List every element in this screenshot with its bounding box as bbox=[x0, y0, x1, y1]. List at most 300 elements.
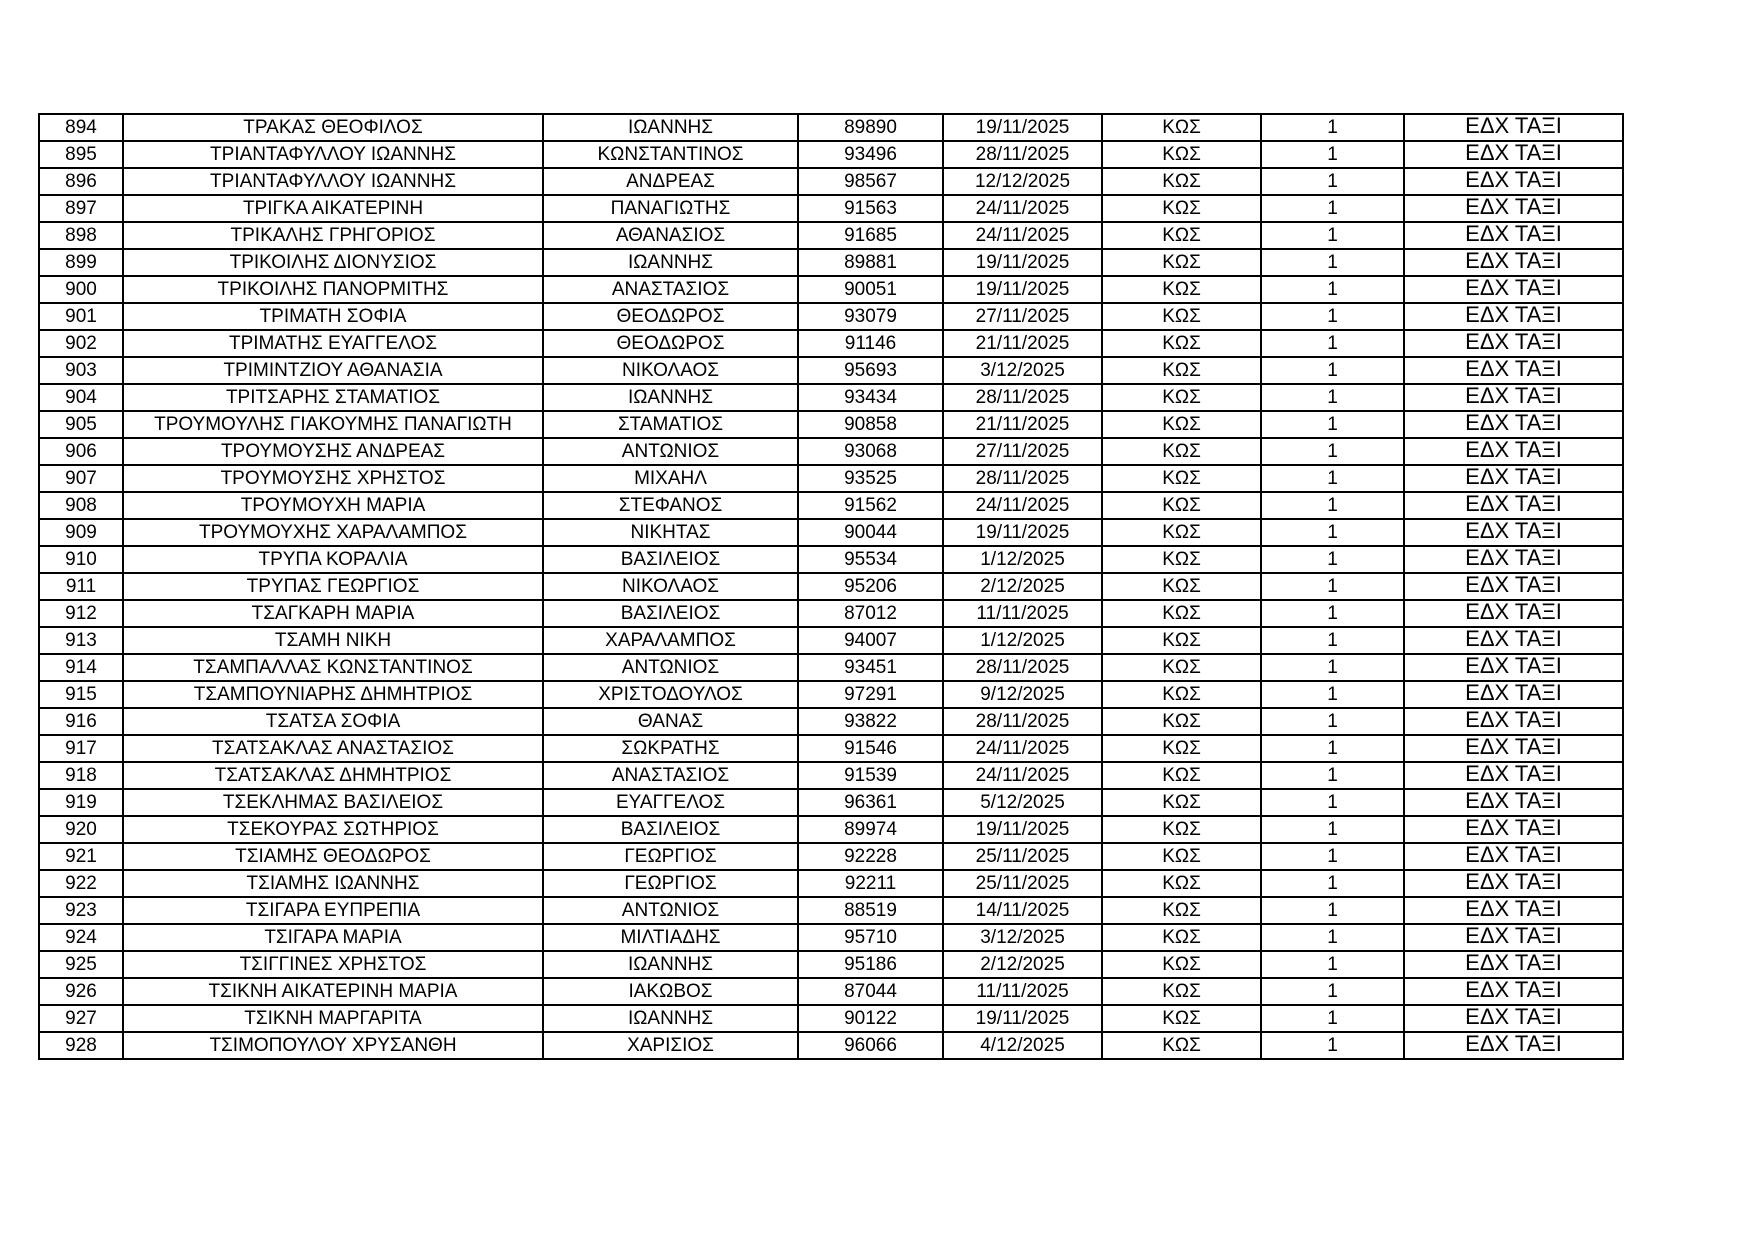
row-number-cell: 920 bbox=[39, 816, 123, 843]
unit-cell: ΕΔΧ ΤΑΞΙ bbox=[1404, 627, 1623, 654]
row-number-cell: 917 bbox=[39, 735, 123, 762]
quantity-cell: 1 bbox=[1261, 735, 1404, 762]
full-name-cell: ΤΡΙΜΑΤΗΣ ΕΥΑΓΓΕΛΟΣ bbox=[123, 330, 543, 357]
quantity-cell: 1 bbox=[1261, 762, 1404, 789]
place-cell: ΚΩΣ bbox=[1102, 627, 1261, 654]
date-cell: 25/11/2025 bbox=[943, 843, 1102, 870]
date-cell: 28/11/2025 bbox=[943, 708, 1102, 735]
place-cell: ΚΩΣ bbox=[1102, 978, 1261, 1005]
full-name-cell: ΤΡΙΑΝΤΑΦΥΛΛΟΥ ΙΩΑΝΝΗΣ bbox=[123, 168, 543, 195]
place-cell: ΚΩΣ bbox=[1102, 654, 1261, 681]
code-cell: 92228 bbox=[798, 843, 943, 870]
father-name-cell: ΝΙΚΟΛΑΟΣ bbox=[543, 357, 798, 384]
row-number-cell: 916 bbox=[39, 708, 123, 735]
date-cell: 21/11/2025 bbox=[943, 330, 1102, 357]
table-row bbox=[39, 978, 1623, 1005]
father-name-cell: ΧΡΙΣΤΟΔΟΥΛΟΣ bbox=[543, 681, 798, 708]
row-number-cell: 915 bbox=[39, 681, 123, 708]
table-row bbox=[39, 492, 1623, 519]
unit-cell: ΕΔΧ ΤΑΞΙ bbox=[1404, 168, 1623, 195]
father-name-cell: ΑΝΔΡΕΑΣ bbox=[543, 168, 798, 195]
quantity-cell: 1 bbox=[1261, 168, 1404, 195]
father-name-cell: ΜΙΧΑΗΛ bbox=[543, 465, 798, 492]
quantity-cell: 1 bbox=[1261, 330, 1404, 357]
unit-cell: ΕΔΧ ΤΑΞΙ bbox=[1404, 492, 1623, 519]
unit-cell: ΕΔΧ ΤΑΞΙ bbox=[1404, 708, 1623, 735]
code-cell: 90051 bbox=[798, 276, 943, 303]
date-cell: 1/12/2025 bbox=[943, 546, 1102, 573]
place-cell: ΚΩΣ bbox=[1102, 519, 1261, 546]
table-row bbox=[39, 519, 1623, 546]
unit-cell: ΕΔΧ ΤΑΞΙ bbox=[1404, 897, 1623, 924]
quantity-cell: 1 bbox=[1261, 978, 1404, 1005]
quantity-cell: 1 bbox=[1261, 195, 1404, 222]
quantity-cell: 1 bbox=[1261, 276, 1404, 303]
place-cell: ΚΩΣ bbox=[1102, 384, 1261, 411]
quantity-cell: 1 bbox=[1261, 897, 1404, 924]
unit-cell: ΕΔΧ ΤΑΞΙ bbox=[1404, 1032, 1623, 1059]
code-cell: 91146 bbox=[798, 330, 943, 357]
full-name-cell: ΤΣΙΚΝΗ ΜΑΡΓΑΡΙΤΑ bbox=[123, 1005, 543, 1032]
code-cell: 98567 bbox=[798, 168, 943, 195]
date-cell: 21/11/2025 bbox=[943, 411, 1102, 438]
date-cell: 19/11/2025 bbox=[943, 276, 1102, 303]
quantity-cell: 1 bbox=[1261, 789, 1404, 816]
row-number-cell: 904 bbox=[39, 384, 123, 411]
code-cell: 95534 bbox=[798, 546, 943, 573]
table-row bbox=[39, 924, 1623, 951]
full-name-cell: ΤΡΑΚΑΣ ΘΕΟΦΙΛΟΣ bbox=[123, 114, 543, 141]
quantity-cell: 1 bbox=[1261, 627, 1404, 654]
quantity-cell: 1 bbox=[1261, 1032, 1404, 1059]
unit-cell: ΕΔΧ ΤΑΞΙ bbox=[1404, 924, 1623, 951]
place-cell: ΚΩΣ bbox=[1102, 168, 1261, 195]
unit-cell: ΕΔΧ ΤΑΞΙ bbox=[1404, 222, 1623, 249]
quantity-cell: 1 bbox=[1261, 384, 1404, 411]
table-row bbox=[39, 843, 1623, 870]
row-number-cell: 897 bbox=[39, 195, 123, 222]
father-name-cell: ΒΑΣΙΛΕΙΟΣ bbox=[543, 600, 798, 627]
row-number-cell: 895 bbox=[39, 141, 123, 168]
place-cell: ΚΩΣ bbox=[1102, 492, 1261, 519]
row-number-cell: 905 bbox=[39, 411, 123, 438]
father-name-cell: ΙΩΑΝΝΗΣ bbox=[543, 249, 798, 276]
unit-cell: ΕΔΧ ΤΑΞΙ bbox=[1404, 141, 1623, 168]
full-name-cell: ΤΣΙΑΜΗΣ ΘΕΟΔΩΡΟΣ bbox=[123, 843, 543, 870]
code-cell: 91562 bbox=[798, 492, 943, 519]
unit-cell: ΕΔΧ ΤΑΞΙ bbox=[1404, 573, 1623, 600]
table-row bbox=[39, 546, 1623, 573]
full-name-cell: ΤΣΑΜΠΑΛΛΑΣ ΚΩΝΣΤΑΝΤΙΝΟΣ bbox=[123, 654, 543, 681]
full-name-cell: ΤΡΟΥΜΟΥΧΗ ΜΑΡΙΑ bbox=[123, 492, 543, 519]
row-number-cell: 909 bbox=[39, 519, 123, 546]
row-number-cell: 901 bbox=[39, 303, 123, 330]
row-number-cell: 926 bbox=[39, 978, 123, 1005]
unit-cell: ΕΔΧ ΤΑΞΙ bbox=[1404, 654, 1623, 681]
date-cell: 28/11/2025 bbox=[943, 465, 1102, 492]
quantity-cell: 1 bbox=[1261, 222, 1404, 249]
table-row bbox=[39, 762, 1623, 789]
unit-cell: ΕΔΧ ΤΑΞΙ bbox=[1404, 330, 1623, 357]
row-number-cell: 928 bbox=[39, 1032, 123, 1059]
code-cell: 88519 bbox=[798, 897, 943, 924]
quantity-cell: 1 bbox=[1261, 924, 1404, 951]
full-name-cell: ΤΣΙΑΜΗΣ ΙΩΑΝΝΗΣ bbox=[123, 870, 543, 897]
full-name-cell: ΤΣΙΚΝΗ ΑΙΚΑΤΕΡΙΝΗ ΜΑΡΙΑ bbox=[123, 978, 543, 1005]
place-cell: ΚΩΣ bbox=[1102, 789, 1261, 816]
father-name-cell: ΘΑΝΑΣ bbox=[543, 708, 798, 735]
unit-cell: ΕΔΧ ΤΑΞΙ bbox=[1404, 384, 1623, 411]
date-cell: 3/12/2025 bbox=[943, 357, 1102, 384]
row-number-cell: 913 bbox=[39, 627, 123, 654]
place-cell: ΚΩΣ bbox=[1102, 816, 1261, 843]
date-cell: 11/11/2025 bbox=[943, 978, 1102, 1005]
full-name-cell: ΤΡΙΜΙΝΤΖΙΟΥ ΑΘΑΝΑΣΙΑ bbox=[123, 357, 543, 384]
date-cell: 28/11/2025 bbox=[943, 384, 1102, 411]
code-cell: 91546 bbox=[798, 735, 943, 762]
date-cell: 24/11/2025 bbox=[943, 735, 1102, 762]
place-cell: ΚΩΣ bbox=[1102, 897, 1261, 924]
place-cell: ΚΩΣ bbox=[1102, 1005, 1261, 1032]
code-cell: 87012 bbox=[798, 600, 943, 627]
table-row bbox=[39, 951, 1623, 978]
table-row bbox=[39, 708, 1623, 735]
full-name-cell: ΤΣΑΤΣΑΚΛΑΣ ΑΝΑΣΤΑΣΙΟΣ bbox=[123, 735, 543, 762]
row-number-cell: 925 bbox=[39, 951, 123, 978]
row-number-cell: 910 bbox=[39, 546, 123, 573]
table-row bbox=[39, 681, 1623, 708]
place-cell: ΚΩΣ bbox=[1102, 951, 1261, 978]
place-cell: ΚΩΣ bbox=[1102, 357, 1261, 384]
full-name-cell: ΤΡΟΥΜΟΥΛΗΣ ΓΙΑΚΟΥΜΗΣ ΠΑΝΑΓΙΩΤΗ bbox=[123, 411, 543, 438]
unit-cell: ΕΔΧ ΤΑΞΙ bbox=[1404, 735, 1623, 762]
father-name-cell: ΘΕΟΔΩΡΟΣ bbox=[543, 330, 798, 357]
code-cell: 94007 bbox=[798, 627, 943, 654]
table-row bbox=[39, 735, 1623, 762]
place-cell: ΚΩΣ bbox=[1102, 924, 1261, 951]
father-name-cell: ΣΤΑΜΑΤΙΟΣ bbox=[543, 411, 798, 438]
table-row bbox=[39, 114, 1623, 141]
father-name-cell: ΙΩΑΝΝΗΣ bbox=[543, 114, 798, 141]
row-number-cell: 902 bbox=[39, 330, 123, 357]
unit-cell: ΕΔΧ ΤΑΞΙ bbox=[1404, 195, 1623, 222]
unit-cell: ΕΔΧ ΤΑΞΙ bbox=[1404, 276, 1623, 303]
father-name-cell: ΣΤΕΦΑΝΟΣ bbox=[543, 492, 798, 519]
quantity-cell: 1 bbox=[1261, 114, 1404, 141]
father-name-cell: ΑΝΤΩΝΙΟΣ bbox=[543, 438, 798, 465]
code-cell: 95186 bbox=[798, 951, 943, 978]
unit-cell: ΕΔΧ ΤΑΞΙ bbox=[1404, 978, 1623, 1005]
full-name-cell: ΤΣΙΜΟΠΟΥΛΟΥ ΧΡΥΣΑΝΘΗ bbox=[123, 1032, 543, 1059]
code-cell: 89890 bbox=[798, 114, 943, 141]
table-row bbox=[39, 249, 1623, 276]
table-row bbox=[39, 600, 1623, 627]
full-name-cell: ΤΡΟΥΜΟΥΣΗΣ ΧΡΗΣΤΟΣ bbox=[123, 465, 543, 492]
date-cell: 2/12/2025 bbox=[943, 573, 1102, 600]
unit-cell: ΕΔΧ ΤΑΞΙ bbox=[1404, 357, 1623, 384]
place-cell: ΚΩΣ bbox=[1102, 195, 1261, 222]
code-cell: 91563 bbox=[798, 195, 943, 222]
quantity-cell: 1 bbox=[1261, 843, 1404, 870]
place-cell: ΚΩΣ bbox=[1102, 546, 1261, 573]
code-cell: 95206 bbox=[798, 573, 943, 600]
row-number-cell: 911 bbox=[39, 573, 123, 600]
full-name-cell: ΤΡΟΥΜΟΥΧΗΣ ΧΑΡΑΛΑΜΠΟΣ bbox=[123, 519, 543, 546]
father-name-cell: ΓΕΩΡΓΙΟΣ bbox=[543, 870, 798, 897]
father-name-cell: ΒΑΣΙΛΕΙΟΣ bbox=[543, 816, 798, 843]
full-name-cell: ΤΣΙΓΑΡΑ ΕΥΠΡΕΠΙΑ bbox=[123, 897, 543, 924]
quantity-cell: 1 bbox=[1261, 465, 1404, 492]
document-page bbox=[38, 113, 1622, 1060]
father-name-cell: ΘΕΟΔΩΡΟΣ bbox=[543, 303, 798, 330]
place-cell: ΚΩΣ bbox=[1102, 870, 1261, 897]
unit-cell: ΕΔΧ ΤΑΞΙ bbox=[1404, 1005, 1623, 1032]
place-cell: ΚΩΣ bbox=[1102, 708, 1261, 735]
quantity-cell: 1 bbox=[1261, 600, 1404, 627]
code-cell: 93068 bbox=[798, 438, 943, 465]
quantity-cell: 1 bbox=[1261, 1005, 1404, 1032]
table-row bbox=[39, 141, 1623, 168]
row-number-cell: 919 bbox=[39, 789, 123, 816]
date-cell: 4/12/2025 bbox=[943, 1032, 1102, 1059]
date-cell: 3/12/2025 bbox=[943, 924, 1102, 951]
quantity-cell: 1 bbox=[1261, 249, 1404, 276]
date-cell: 14/11/2025 bbox=[943, 897, 1102, 924]
full-name-cell: ΤΣΙΓΓΙΝΕΣ ΧΡΗΣΤΟΣ bbox=[123, 951, 543, 978]
quantity-cell: 1 bbox=[1261, 141, 1404, 168]
full-name-cell: ΤΡΙΚΟΙΛΗΣ ΠΑΝΟΡΜΙΤΗΣ bbox=[123, 276, 543, 303]
father-name-cell: ΑΝΑΣΤΑΣΙΟΣ bbox=[543, 762, 798, 789]
place-cell: ΚΩΣ bbox=[1102, 330, 1261, 357]
code-cell: 91539 bbox=[798, 762, 943, 789]
table-row bbox=[39, 627, 1623, 654]
code-cell: 93525 bbox=[798, 465, 943, 492]
quantity-cell: 1 bbox=[1261, 357, 1404, 384]
row-number-cell: 896 bbox=[39, 168, 123, 195]
place-cell: ΚΩΣ bbox=[1102, 411, 1261, 438]
date-cell: 19/11/2025 bbox=[943, 114, 1102, 141]
unit-cell: ΕΔΧ ΤΑΞΙ bbox=[1404, 438, 1623, 465]
full-name-cell: ΤΡΙΜΑΤΗ ΣΟΦΙΑ bbox=[123, 303, 543, 330]
unit-cell: ΕΔΧ ΤΑΞΙ bbox=[1404, 843, 1623, 870]
father-name-cell: ΝΙΚΗΤΑΣ bbox=[543, 519, 798, 546]
code-cell: 90858 bbox=[798, 411, 943, 438]
father-name-cell: ΚΩΝΣΤΑΝΤΙΝΟΣ bbox=[543, 141, 798, 168]
father-name-cell: ΙΩΑΝΝΗΣ bbox=[543, 951, 798, 978]
father-name-cell: ΜΙΛΤΙΑΔΗΣ bbox=[543, 924, 798, 951]
full-name-cell: ΤΡΙΚΑΛΗΣ ΓΡΗΓΟΡΙΟΣ bbox=[123, 222, 543, 249]
full-name-cell: ΤΣΑΤΣΑ ΣΟΦΙΑ bbox=[123, 708, 543, 735]
quantity-cell: 1 bbox=[1261, 951, 1404, 978]
full-name-cell: ΤΣΑΜΠΟΥΝΙΑΡΗΣ ΔΗΜΗΤΡΙΟΣ bbox=[123, 681, 543, 708]
father-name-cell: ΙΩΑΝΝΗΣ bbox=[543, 1005, 798, 1032]
code-cell: 93822 bbox=[798, 708, 943, 735]
table-row bbox=[39, 438, 1623, 465]
quantity-cell: 1 bbox=[1261, 519, 1404, 546]
full-name-cell: ΤΡΥΠΑΣ ΓΕΩΡΓΙΟΣ bbox=[123, 573, 543, 600]
full-name-cell: ΤΡΙΑΝΤΑΦΥΛΛΟΥ ΙΩΑΝΝΗΣ bbox=[123, 141, 543, 168]
code-cell: 87044 bbox=[798, 978, 943, 1005]
place-cell: ΚΩΣ bbox=[1102, 303, 1261, 330]
quantity-cell: 1 bbox=[1261, 654, 1404, 681]
table-row bbox=[39, 789, 1623, 816]
roster-body bbox=[39, 114, 1623, 1059]
place-cell: ΚΩΣ bbox=[1102, 465, 1261, 492]
unit-cell: ΕΔΧ ΤΑΞΙ bbox=[1404, 951, 1623, 978]
code-cell: 95693 bbox=[798, 357, 943, 384]
date-cell: 28/11/2025 bbox=[943, 141, 1102, 168]
code-cell: 96066 bbox=[798, 1032, 943, 1059]
father-name-cell: ΑΝΤΩΝΙΟΣ bbox=[543, 897, 798, 924]
code-cell: 89881 bbox=[798, 249, 943, 276]
date-cell: 24/11/2025 bbox=[943, 222, 1102, 249]
full-name-cell: ΤΣΑΓΚΑΡΗ ΜΑΡΙΑ bbox=[123, 600, 543, 627]
unit-cell: ΕΔΧ ΤΑΞΙ bbox=[1404, 762, 1623, 789]
date-cell: 1/12/2025 bbox=[943, 627, 1102, 654]
quantity-cell: 1 bbox=[1261, 546, 1404, 573]
father-name-cell: ΕΥΑΓΓΕΛΟΣ bbox=[543, 789, 798, 816]
code-cell: 93434 bbox=[798, 384, 943, 411]
code-cell: 93496 bbox=[798, 141, 943, 168]
row-number-cell: 894 bbox=[39, 114, 123, 141]
full-name-cell: ΤΡΟΥΜΟΥΣΗΣ ΑΝΔΡΕΑΣ bbox=[123, 438, 543, 465]
father-name-cell: ΝΙΚΟΛΑΟΣ bbox=[543, 573, 798, 600]
table-row bbox=[39, 573, 1623, 600]
table-row bbox=[39, 897, 1623, 924]
table-row bbox=[39, 330, 1623, 357]
quantity-cell: 1 bbox=[1261, 816, 1404, 843]
father-name-cell: ΒΑΣΙΛΕΙΟΣ bbox=[543, 546, 798, 573]
place-cell: ΚΩΣ bbox=[1102, 681, 1261, 708]
unit-cell: ΕΔΧ ΤΑΞΙ bbox=[1404, 546, 1623, 573]
quantity-cell: 1 bbox=[1261, 708, 1404, 735]
table-row bbox=[39, 870, 1623, 897]
quantity-cell: 1 bbox=[1261, 492, 1404, 519]
quantity-cell: 1 bbox=[1261, 411, 1404, 438]
date-cell: 11/11/2025 bbox=[943, 600, 1102, 627]
unit-cell: ΕΔΧ ΤΑΞΙ bbox=[1404, 249, 1623, 276]
row-number-cell: 914 bbox=[39, 654, 123, 681]
father-name-cell: ΑΘΑΝΑΣΙΟΣ bbox=[543, 222, 798, 249]
unit-cell: ΕΔΧ ΤΑΞΙ bbox=[1404, 789, 1623, 816]
place-cell: ΚΩΣ bbox=[1102, 276, 1261, 303]
row-number-cell: 908 bbox=[39, 492, 123, 519]
unit-cell: ΕΔΧ ΤΑΞΙ bbox=[1404, 465, 1623, 492]
father-name-cell: ΧΑΡΙΣΙΟΣ bbox=[543, 1032, 798, 1059]
date-cell: 12/12/2025 bbox=[943, 168, 1102, 195]
table-row bbox=[39, 276, 1623, 303]
row-number-cell: 927 bbox=[39, 1005, 123, 1032]
row-number-cell: 907 bbox=[39, 465, 123, 492]
full-name-cell: ΤΣΑΜΗ ΝΙΚΗ bbox=[123, 627, 543, 654]
date-cell: 24/11/2025 bbox=[943, 762, 1102, 789]
place-cell: ΚΩΣ bbox=[1102, 573, 1261, 600]
date-cell: 24/11/2025 bbox=[943, 492, 1102, 519]
date-cell: 9/12/2025 bbox=[943, 681, 1102, 708]
father-name-cell: ΣΩΚΡΑΤΗΣ bbox=[543, 735, 798, 762]
full-name-cell: ΤΡΙΤΣΑΡΗΣ ΣΤΑΜΑΤΙΟΣ bbox=[123, 384, 543, 411]
table-row bbox=[39, 1032, 1623, 1059]
date-cell: 25/11/2025 bbox=[943, 870, 1102, 897]
date-cell: 2/12/2025 bbox=[943, 951, 1102, 978]
table-row bbox=[39, 816, 1623, 843]
full-name-cell: ΤΣΙΓΑΡΑ ΜΑΡΙΑ bbox=[123, 924, 543, 951]
roster-table bbox=[38, 113, 1624, 1060]
table-row bbox=[39, 384, 1623, 411]
date-cell: 5/12/2025 bbox=[943, 789, 1102, 816]
unit-cell: ΕΔΧ ΤΑΞΙ bbox=[1404, 681, 1623, 708]
code-cell: 96361 bbox=[798, 789, 943, 816]
row-number-cell: 924 bbox=[39, 924, 123, 951]
date-cell: 24/11/2025 bbox=[943, 195, 1102, 222]
place-cell: ΚΩΣ bbox=[1102, 141, 1261, 168]
table-row bbox=[39, 1005, 1623, 1032]
place-cell: ΚΩΣ bbox=[1102, 222, 1261, 249]
code-cell: 91685 bbox=[798, 222, 943, 249]
code-cell: 90044 bbox=[798, 519, 943, 546]
quantity-cell: 1 bbox=[1261, 303, 1404, 330]
unit-cell: ΕΔΧ ΤΑΞΙ bbox=[1404, 519, 1623, 546]
father-name-cell: ΑΝΤΩΝΙΟΣ bbox=[543, 654, 798, 681]
unit-cell: ΕΔΧ ΤΑΞΙ bbox=[1404, 870, 1623, 897]
place-cell: ΚΩΣ bbox=[1102, 600, 1261, 627]
code-cell: 95710 bbox=[798, 924, 943, 951]
quantity-cell: 1 bbox=[1261, 870, 1404, 897]
quantity-cell: 1 bbox=[1261, 438, 1404, 465]
father-name-cell: ΙΩΑΝΝΗΣ bbox=[543, 384, 798, 411]
place-cell: ΚΩΣ bbox=[1102, 249, 1261, 276]
unit-cell: ΕΔΧ ΤΑΞΙ bbox=[1404, 600, 1623, 627]
full-name-cell: ΤΡΙΓΚΑ ΑΙΚΑΤΕΡΙΝΗ bbox=[123, 195, 543, 222]
row-number-cell: 900 bbox=[39, 276, 123, 303]
table-row bbox=[39, 465, 1623, 492]
table-row bbox=[39, 195, 1623, 222]
table-row bbox=[39, 411, 1623, 438]
unit-cell: ΕΔΧ ΤΑΞΙ bbox=[1404, 411, 1623, 438]
quantity-cell: 1 bbox=[1261, 681, 1404, 708]
table-row bbox=[39, 303, 1623, 330]
full-name-cell: ΤΡΙΚΟΙΛΗΣ ΔΙΟΝΥΣΙΟΣ bbox=[123, 249, 543, 276]
quantity-cell: 1 bbox=[1261, 573, 1404, 600]
father-name-cell: ΓΕΩΡΓΙΟΣ bbox=[543, 843, 798, 870]
row-number-cell: 899 bbox=[39, 249, 123, 276]
row-number-cell: 906 bbox=[39, 438, 123, 465]
father-name-cell: ΑΝΑΣΤΑΣΙΟΣ bbox=[543, 276, 798, 303]
row-number-cell: 923 bbox=[39, 897, 123, 924]
place-cell: ΚΩΣ bbox=[1102, 438, 1261, 465]
father-name-cell: ΠΑΝΑΓΙΩΤΗΣ bbox=[543, 195, 798, 222]
date-cell: 27/11/2025 bbox=[943, 303, 1102, 330]
father-name-cell: ΧΑΡΑΛΑΜΠΟΣ bbox=[543, 627, 798, 654]
date-cell: 19/11/2025 bbox=[943, 519, 1102, 546]
date-cell: 19/11/2025 bbox=[943, 249, 1102, 276]
date-cell: 19/11/2025 bbox=[943, 816, 1102, 843]
place-cell: ΚΩΣ bbox=[1102, 735, 1261, 762]
table-row bbox=[39, 654, 1623, 681]
table-row bbox=[39, 168, 1623, 195]
code-cell: 92211 bbox=[798, 870, 943, 897]
row-number-cell: 912 bbox=[39, 600, 123, 627]
place-cell: ΚΩΣ bbox=[1102, 843, 1261, 870]
date-cell: 19/11/2025 bbox=[943, 1005, 1102, 1032]
unit-cell: ΕΔΧ ΤΑΞΙ bbox=[1404, 816, 1623, 843]
place-cell: ΚΩΣ bbox=[1102, 1032, 1261, 1059]
date-cell: 28/11/2025 bbox=[943, 654, 1102, 681]
place-cell: ΚΩΣ bbox=[1102, 762, 1261, 789]
code-cell: 97291 bbox=[798, 681, 943, 708]
date-cell: 27/11/2025 bbox=[943, 438, 1102, 465]
father-name-cell: ΙΑΚΩΒΟΣ bbox=[543, 978, 798, 1005]
